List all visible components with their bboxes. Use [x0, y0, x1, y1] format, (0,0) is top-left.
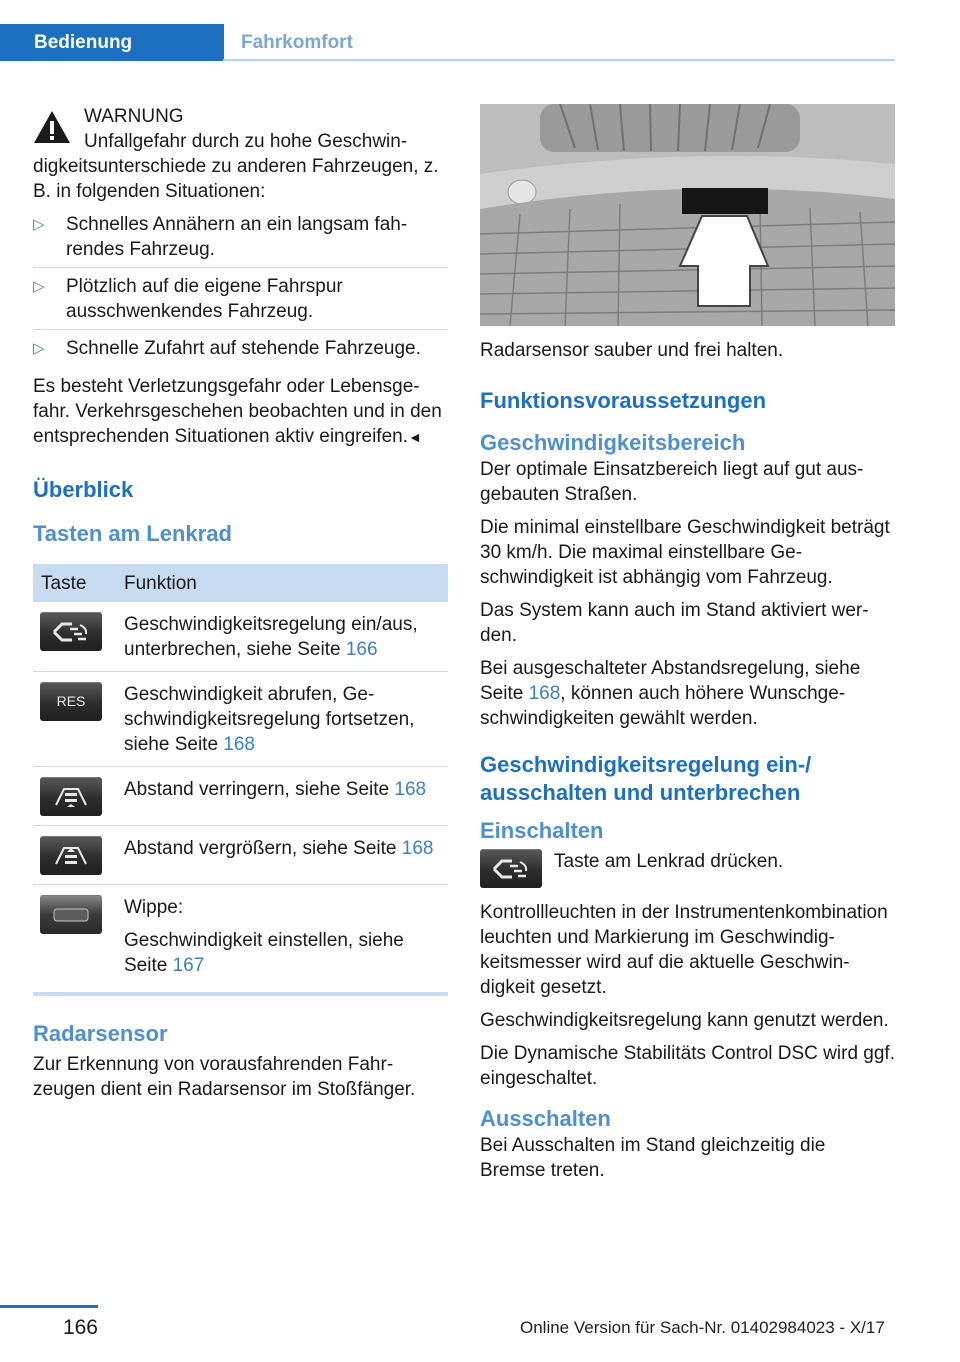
cruise-control-icon — [40, 612, 102, 651]
function-cell: Abstand vergrößern, siehe Seite 168 — [116, 826, 448, 885]
warning-triangle-icon — [33, 110, 71, 144]
chapter-tabs — [0, 24, 370, 61]
footer-rule — [0, 1305, 98, 1308]
bullet-triangle-icon: ▷ — [33, 278, 45, 295]
function-cell: Wippe: Geschwindigkeit einstellen, siehe Seite 167 — [116, 885, 448, 995]
list-item-text: Plötzlich auf die eigene Fahrspur ausschwenkendes Fahrzeug. — [66, 276, 343, 322]
tab-fahrkomfort[interactable]: Fahrkomfort — [241, 32, 353, 53]
heading-speed-range: Geschwindigkeitsbereich — [480, 430, 746, 455]
warning-text-lead: Unfallgefahr durch zu hohe Geschwin- — [84, 131, 408, 152]
heading-requirements: Funktionsvoraussetzungen — [480, 388, 767, 413]
off-paragraph-1: Bei Ausschalten im Stand gleichzeitig die Bremse treten. — [480, 1135, 826, 1181]
page-link[interactable]: 168 — [223, 734, 255, 755]
header-divider — [223, 59, 895, 61]
table-row — [33, 767, 448, 826]
bullet-triangle-icon: ▷ — [33, 216, 45, 233]
heading-overview: Überblick — [33, 477, 134, 502]
table-row — [33, 602, 448, 672]
radar-text: Zur Erkennung von vorausfahrenden Fahrzeugen dient ein Radarsensor im Stoßfänger. — [33, 1054, 416, 1100]
distance-decrease-icon — [40, 777, 102, 816]
page-link[interactable]: 167 — [172, 955, 205, 976]
speed-paragraph-2: Die minimal einstellbare Geschwindigkeit beträgt 30 km/h. Die maximal einstellbare Geschwindigkeit ist abhängig vom Fahrzeug. — [480, 517, 890, 588]
table-header-row — [33, 564, 448, 602]
switch-on-instruction — [480, 849, 895, 888]
table-row — [33, 826, 448, 885]
speed-paragraph-1: Der optimale Einsatzbereich liegt auf gut ausgebauten Straßen. — [480, 459, 864, 505]
heading-keys: Tasten am Lenkrad — [33, 521, 232, 546]
page-link[interactable]: 168 — [394, 779, 427, 800]
table-row — [33, 672, 448, 767]
cruise-control-icon — [480, 849, 542, 888]
heading-radar: Radarsensor — [33, 1021, 168, 1046]
warning-consequence: Es besteht Verletzungsgefahr oder Lebensgefahr. Verkehrsgeschehen beobachten und in den entsprechenden Situationen aktiv eingreifen.◄ — [33, 376, 442, 447]
end-mark-icon: ◄ — [407, 429, 422, 445]
function-cell: Geschwindigkeit abrufen, Geschwindigkeitsregelung fortsetzen, siehe Seite 168 — [116, 672, 448, 767]
right-column — [480, 104, 895, 1191]
list-item-text: Schnelle Zufahrt auf stehende Fahrzeuge. — [66, 338, 421, 359]
on-paragraph-2: Geschwindigkeitsregelung kann genutzt werden. — [480, 1010, 889, 1031]
on-paragraph-3: Die Dynamische Stabilitäts Control DSC wird ggf. eingeschaltet. — [480, 1043, 895, 1089]
column-header-key: Taste — [33, 564, 116, 602]
page-link[interactable]: 166 — [345, 639, 378, 660]
warning-title: WARNUNG — [84, 106, 184, 127]
function-cell: Geschwindigkeitsregelung ein/aus, unterbrechen, siehe Seite 166 — [116, 602, 448, 672]
heading-on: Einschalten — [480, 818, 604, 843]
list-item-text: Schnelles Annähern an ein langsam fahrendes Fahrzeug. — [66, 214, 408, 260]
switch-on-key-text: Taste am Lenkrad drücken. — [554, 851, 784, 872]
photo-caption: Radarsensor sauber und frei halten. — [480, 340, 784, 361]
table-row — [33, 885, 448, 995]
page-number: 166 — [62, 1316, 98, 1339]
speed-paragraph-4: Bei ausgeschalteter Abstandsregelung, siehe Seite 168, können auch höhere Wunschgeschwindigkeiten gewählt werden. — [480, 658, 861, 729]
heading-switch: Geschwindigkeitsregelung ein-/ ausschalten und unterbrechen — [480, 752, 812, 805]
list-item — [33, 274, 448, 330]
steering-wheel-keys-table — [33, 564, 448, 996]
online-version-note: Online Version für Sach-Nr. 01402984023 - X/17 — [520, 1318, 885, 1337]
warning-text-rest: digkeitsunterschiede zu anderen Fahrzeugen, z. B. in folgenden Situationen: — [33, 156, 439, 202]
speed-paragraph-3: Das System kann auch im Stand aktiviert werden. — [480, 600, 869, 646]
radar-sensor-photo — [480, 104, 895, 326]
page-link[interactable]: 168 — [401, 838, 434, 859]
list-item — [33, 336, 448, 366]
heading-off: Ausschalten — [480, 1106, 611, 1131]
res-key-label: RES — [56, 693, 86, 709]
warning-block — [33, 104, 448, 204]
bullet-triangle-icon: ▷ — [33, 340, 45, 357]
bumper-illustration — [480, 104, 895, 326]
left-column — [33, 104, 448, 1110]
warning-situations-list — [33, 212, 448, 366]
on-paragraph-1: Kontrollleuchten in der Instrumentenkombination leuchten und Markierung im Geschwindigkeitsmesser wird auf die aktuelle Geschwindigkeit gesetzt. — [480, 902, 888, 998]
page-link[interactable]: 168 — [528, 683, 561, 704]
res-key-icon — [40, 682, 102, 721]
list-item — [33, 212, 448, 268]
distance-increase-icon — [40, 836, 102, 875]
column-header-function: Funktion — [116, 564, 448, 602]
function-cell: Abstand verringern, siehe Seite 168 — [116, 767, 448, 826]
tab-bedienung[interactable]: Bedienung — [0, 24, 224, 61]
rocker-switch-icon — [40, 895, 102, 934]
